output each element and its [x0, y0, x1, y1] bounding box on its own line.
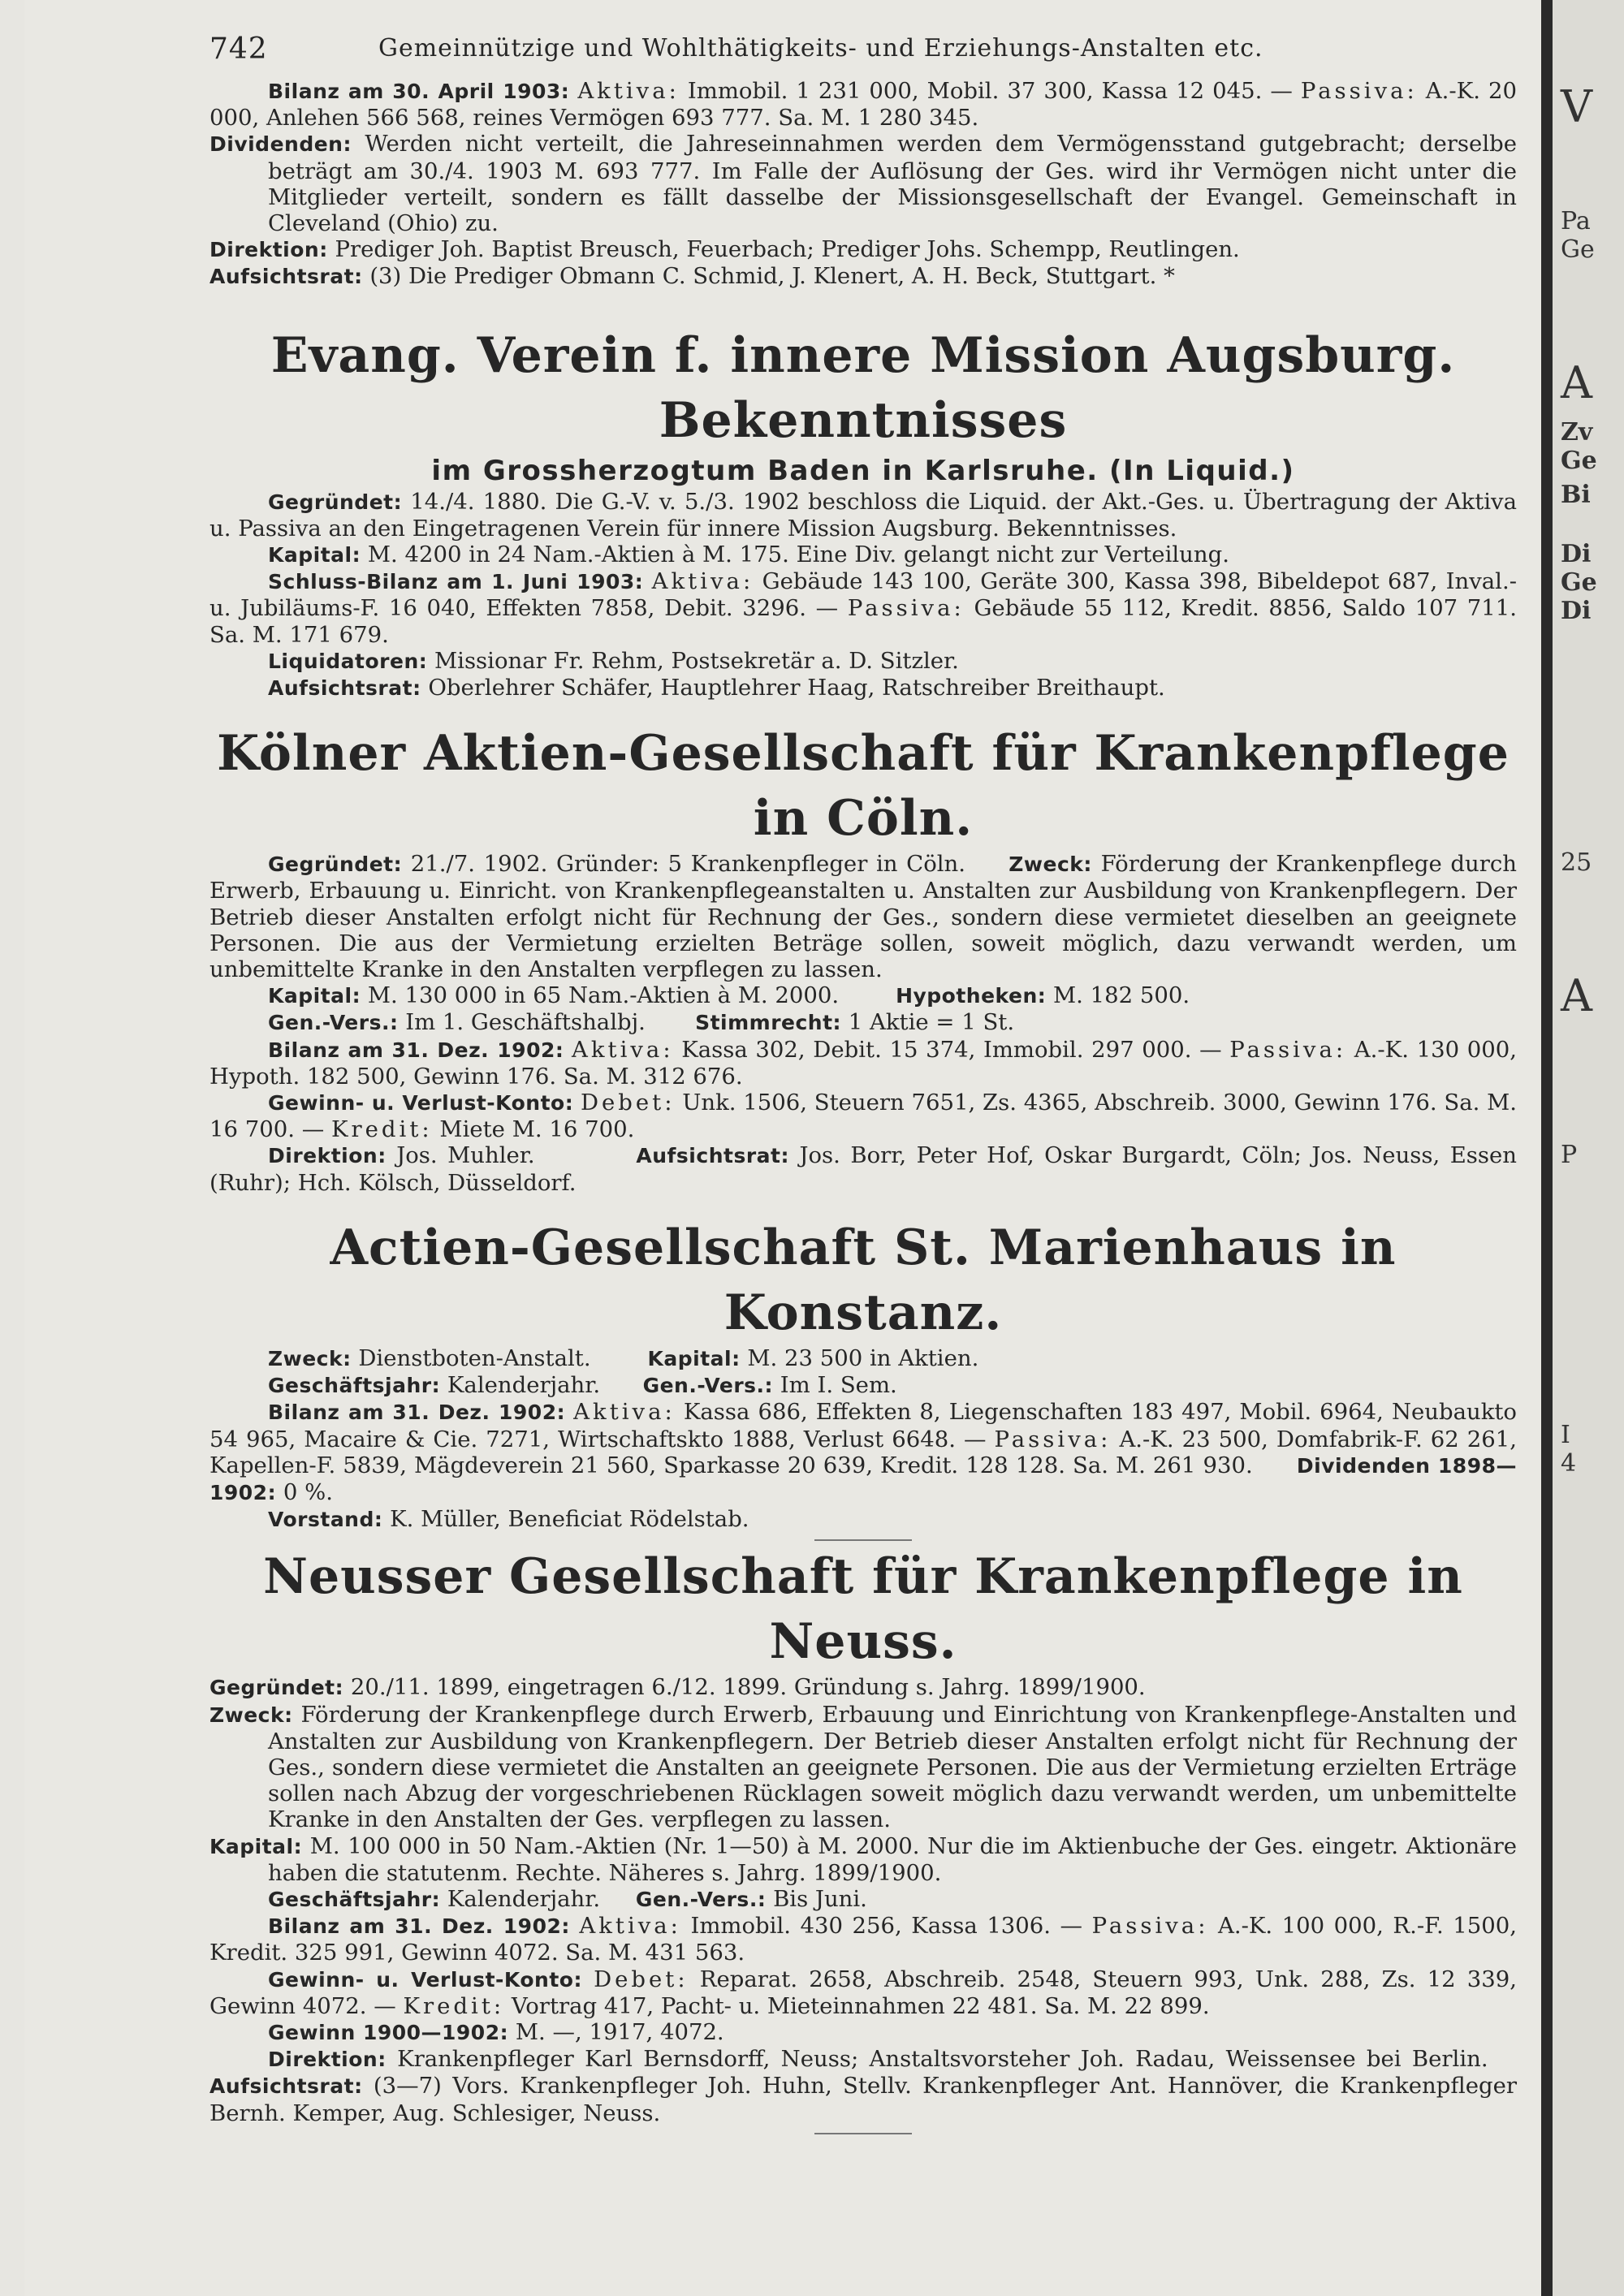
entry-title: Kölner Aktien-Gesellschaft für Krankenpflege in Cöln. — [217, 725, 1510, 848]
adjacent-fragment: Ge — [1561, 447, 1597, 475]
page-content — [209, 29, 1517, 2138]
direktion-paragraph: Direktion: Jos. Muhler. Aufsichtsrat: Jos. Borr, Peter Hof, Oskar Burgardt, Cöln; Jos. Neuss, Essen (Ruhr); Hch. Kölsch, Düsseldorf. — [209, 1142, 1518, 1196]
kapital-paragraph: Kapital: M. 100 000 in 50 Nam.-Aktien (Nr. 1—50) à M. 2000. Nur die im Aktienbuche der Ges. eingetr. Aktionäre haben die statutenm. Rechte. Näheres s. Jahrg. 1899/1900. — [209, 1832, 1517, 1886]
aufsichtsrat-paragraph: Aufsichtsrat: (3) Die Prediger Obmann C. Schmid, J. Klenert, A. H. Beck, Stuttgart. * — [209, 263, 1175, 290]
bilanz-paragraph: Schluss-Bilanz am 1. Juni 1903: Aktiva: Gebäude 143 100, Geräte 300, Kassa 398, Bibeldepot 687, Inval.- u. Jubiläums-F. 16 040, Effekten 7858, Debit. 3296. — Passiva: Gebäude 55 112, Kredit. 8856, Saldo 107 711. Sa. M. 171 679. — [209, 568, 1518, 648]
kapital-paragraph: Kapital: M. 4200 in 24 Nam.-Aktien à M. 175. Eine Div. gelangt nicht zur Verteilung. — [268, 542, 1229, 568]
entry-title: Actien-Gesellschaft St. Marienhaus in Konstanz. — [330, 1219, 1397, 1341]
geschaeftsjahr-paragraph: Geschäftsjahr: Kalenderjahr. Gen.-Vers.: Bis Juni. — [268, 1885, 867, 1912]
entry-konstanz — [209, 1215, 1517, 1533]
gegruendet-paragraph: Gegründet: 14./4. 1880. Die G.-V. v. 5./3. 1902 beschloss die Liquid. der Akt.-Ges. u. Übertragung der Aktiva u. Passiva an den Eingetragenen Verein für innere Mission Augsburg. Bekenntnisses. — [209, 488, 1517, 542]
zweck-paragraph: Zweck: Förderung der Krankenpflege durch Erwerb, Erbauung und Einrichtung von Krankenpflege-Anstalten und Anstalten zur Ausbildung von Krankenpflegern. Der Betrieb dieser Anstalten erfolgt nicht für Rechnung der Ges., sondern diese vermietet die Anstalten an geeignete Personen. Die aus der Vermietung erzielten Erträge sollen nach Abzug der vorgeschriebenen Rücklagen soweit möglich dazu verwandt werden, um unbemittelte Kranke in den Anstalten der Ges. verpflegen zu lassen. — [209, 1701, 1517, 1833]
entry-title: Evang. Verein f. innere Mission Augsburg. Bekenntnisses — [270, 326, 1456, 449]
adjacent-fragment: Ge — [1561, 568, 1597, 597]
running-head-title: Gemeinnützige und Wohlthätigkeits- und Erziehungs-Anstalten etc. — [378, 34, 1263, 63]
bilanz-paragraph: Bilanz am 31. Dez. 1902: Aktiva: Kassa 302, Debit. 15 374, Immobil. 297 000. — Passiva: A.-K. 130 000, Hypoth. 182 500, Gewinn 176. Sa. M. 312 676. — [209, 1036, 1517, 1090]
liquidatoren-paragraph: Liquidatoren: Missionar Fr. Rehm, Postsekretär a. D. Sitzler. — [268, 647, 959, 674]
entry-subtitle: im Grossherzogtum Baden in Karlsruhe. (In Liquid.) — [431, 454, 1295, 487]
adjacent-fragment: P — [1561, 1141, 1578, 1169]
entry-koeln — [209, 721, 1517, 1196]
document-page — [24, 0, 1543, 2296]
adjacent-fragment: Zv — [1561, 418, 1593, 447]
bilanz-paragraph: Bilanz am 30. April 1903: Aktiva: Immobil. 1 231 000, Mobil. 37 300, Kassa 12 045. — Passiva: A.-K. 20 000, Anlehen 566 568, reines Vermögen 693 777. Sa. M. 1 280 345. — [209, 78, 1517, 132]
adjacent-fragment: 25 — [1561, 848, 1592, 877]
adjacent-fragment: A — [1561, 970, 1592, 1021]
vorstand-paragraph: Vorstand: K. Müller, Beneficiat Rödelstab. — [268, 1506, 749, 1533]
adjacent-fragment: Ge — [1561, 235, 1595, 264]
genvers-paragraph: Gen.-Vers.: Im 1. Geschäftshalbj. Stimmrecht: 1 Aktie = 1 St. — [268, 1009, 1015, 1036]
adjacent-fragment: V — [1561, 81, 1592, 132]
entry-continued — [209, 78, 1517, 291]
bilanz-paragraph: Bilanz am 31. Dez. 1902: Aktiva: Immobil. 430 256, Kassa 1306. — Passiva: A.-K. 100 000, R.-F. 1500, Kredit. 325 991, Gewinn 4072. Sa. M. 431 563. — [209, 1913, 1517, 1966]
entry-neuss — [209, 1544, 1517, 2126]
adjacent-page-edge — [1553, 0, 1624, 2296]
entry-augsburg — [209, 323, 1517, 702]
adjacent-fragment: Di — [1561, 597, 1592, 625]
bilanz-paragraph: Bilanz am 31. Dez. 1902: Aktiva: Kassa 686, Effekten 8, Liegenschaften 183 497, Mobil. 6964, Neubaukto 54 965, Macaire & Cie. 7271, Wirtschaftskto 1888, Verlust 6648. — Passiva: A.-K. 23 500, Domfabrik-F. 62 261, Kapellen-F. 5839, Mägdeverein 21 560, Sparkasse 20 639, Kredit. 128 128. Sa. M. 261 930. Dividenden 1898—1902: 0 %. — [209, 1399, 1517, 1505]
adjacent-fragment: I — [1561, 1421, 1570, 1449]
direktion-paragraph: Direktion: Prediger Joh. Baptist Breusch, Feuerbach; Prediger Johs. Schempp, Reutlingen. — [209, 236, 1240, 263]
guv-paragraph: Gewinn- u. Verlust-Konto: Debet: Unk. 1506, Steuern 7651, Zs. 4365, Abschreib. 3000, Gewinn 176. Sa. M. 16 700. — Kredit: Miete M. 16 700. — [209, 1090, 1517, 1143]
zweck-paragraph: Zweck: Dienstboten-Anstalt. Kapital: M. 23 500 in Aktien. — [268, 1344, 979, 1371]
gewinn-paragraph: Gewinn 1900—1902: M. —, 1917, 4072. — [268, 2018, 724, 2045]
dividenden-paragraph: Dividenden: Werden nicht verteilt, die Jahreseinnahmen werden dem Vermögensstand gutgebracht; derselbe beträgt am 30./4. 1903 M. 693 777. Im Falle der Auflösung der Ges. wird ihr Vermögen nicht unter die Mitglieder verteilt, sondern es fällt dasselbe der Missionsgesellschaft der Evangel. Gemeinschaft in Cleveland (Ohio) zu. — [209, 131, 1517, 237]
adjacent-fragment: 4 — [1561, 1449, 1577, 1478]
gegruendet-paragraph: Gegründet: 21./7. 1902. Gründer: 5 Krankenpfleger in Cöln. Zweck: Förderung der Krankenpflege durch Erwerb, Erbauung u. Einricht. von Krankenpflegeanstalten u. Anstalten zur Ausbildung von Krankenpflegern. Der Betrieb dieser Anstalten erfolgt nicht für Rechnung der Ges., sondern diese vermietet dieselben an geeignete Personen. Die aus der Vermietung erzielten Beträge sollen, soweit möglich, dazu verwandt werden, um unbemittelte Kranke in den Anstalten verpflegen zu lassen. — [209, 851, 1517, 983]
adjacent-fragment: A — [1561, 357, 1592, 408]
aufsichtsrat-paragraph: Aufsichtsrat: Oberlehrer Schäfer, Hauptlehrer Haag, Ratschreiber Breithaupt. — [268, 675, 1165, 701]
page-gutter — [1541, 0, 1553, 2296]
adjacent-fragment: Di — [1561, 540, 1592, 568]
geschaeftsjahr-paragraph: Geschäftsjahr: Kalenderjahr. Gen.-Vers.: Im I. Sem. — [268, 1372, 897, 1399]
gegruendet-paragraph: Gegründet: 20./11. 1899, eingetragen 6./12. 1899. Gründung s. Jahrg. 1899/1900. — [209, 1674, 1146, 1701]
guv-paragraph: Gewinn- u. Verlust-Konto: Debet: Reparat. 2658, Abschreib. 2548, Steuern 993, Unk. 288, Zs. 12 339, Gewinn 4072. — Kredit: Vortrag 417, Pacht- u. Mieteinnahmen 22 481. Sa. M. 22 899. — [209, 1966, 1518, 2019]
adjacent-fragment: Bi — [1561, 481, 1591, 509]
direktion-paragraph: Direktion: Krankenpfleger Karl Bernsdorff, Neuss; Anstaltsvorsteher Joh. Radau, Weissensee bei Berlin. Aufsichtsrat: (3—7) Vors. Krankenpfleger Joh. Huhn, Stellv. Krankenpfleger Ant. Hannöver, die Krankenpfleger Bernh. Kemper, Aug. Schlesiger, Neuss. — [209, 2046, 1517, 2126]
entry-title: Neusser Gesellschaft für Krankenpflege in Neuss. — [263, 1548, 1463, 1671]
section-divider-bottom — [814, 2133, 912, 2134]
adjacent-fragment: Pa — [1561, 207, 1591, 235]
running-head — [209, 29, 1517, 78]
page-number: 742 — [209, 32, 268, 66]
section-divider — [814, 1539, 912, 1541]
kapital-paragraph: Kapital: M. 130 000 in 65 Nam.-Aktien à M. 2000. Hypotheken: M. 182 500. — [268, 982, 1190, 1009]
